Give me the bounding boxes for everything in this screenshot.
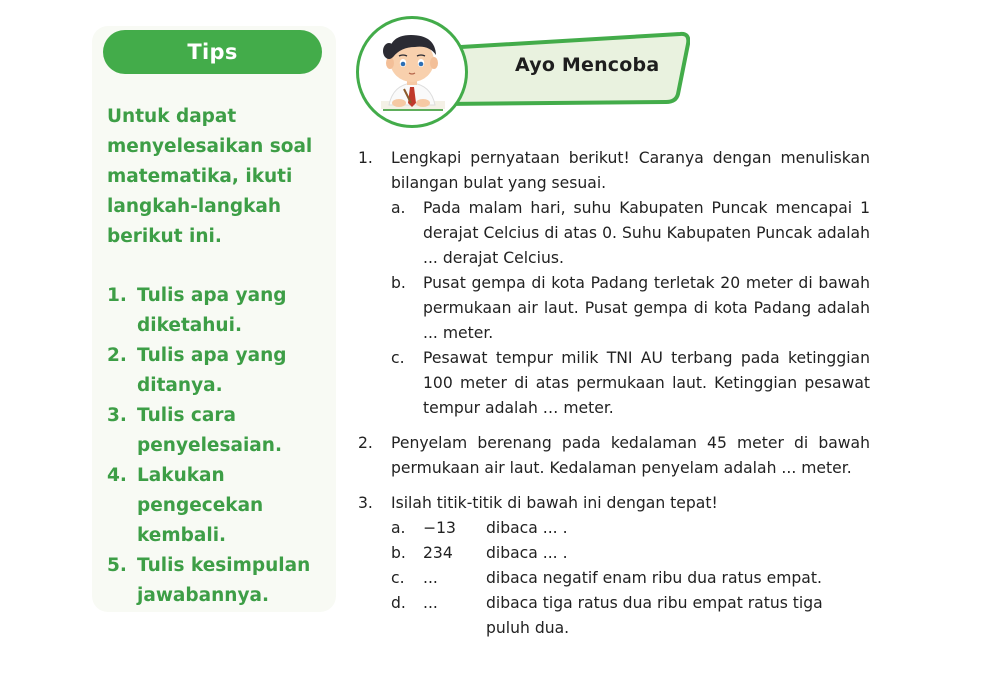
number-reading: dibaca tiga ratus dua ribu empat ratus tiga puluh dua. [486,594,823,637]
row-letter: a. [391,519,406,537]
number-reading: dibaca ... . [486,519,568,537]
step-number: 4. [107,465,127,486]
sub-question [391,271,870,346]
tips-intro: Untuk dapat menyelesaikan soal matematika, ikuti langkah-langkah berikut ini. [107,106,313,247]
mascot-avatar [356,16,468,128]
number-reading-row [391,591,870,641]
question-text: Lengkapi pernyataan berikut! Caranya dengan menuliskan bilangan bulat yang sesuai. [391,149,870,192]
number-reading-row [391,566,870,591]
number-value: ... [423,569,438,587]
sub-question-text: Pusat gempa di kota Padang terletak 20 meter di bawah permukaan air laut. Pusat gempa di kota Padang adalah ... meter. [423,274,870,342]
tips-header-label: Tips [187,40,238,64]
step-text: Tulis apa yang diketahui. [137,285,287,336]
number-reading: dibaca ... . [486,544,568,562]
step-text: Tulis kesimpulan jawabannya. [137,555,311,606]
row-letter: d. [391,594,406,612]
step-number: 2. [107,345,127,366]
step-text: Tulis apa yang ditanya. [137,345,287,396]
number-reading-row [391,516,870,541]
question-3 [358,491,870,641]
student-writing-icon [359,19,465,125]
tips-step [107,551,337,611]
step-number: 1. [107,285,127,306]
question-2 [358,431,870,481]
question-number: 2. [358,434,373,452]
sub-question-text: Pada malam hari, suhu Kabupaten Puncak mencapai 1 derajat Celcius di atas 0. Suhu Kabupaten Puncak adalah ... derajat Celcius. [423,199,870,267]
sub-question-letter: c. [391,349,405,367]
number-value: 234 [423,544,453,562]
question-number: 3. [358,494,373,512]
question-text: Isilah titik-titik di bawah ini dengan tepat! [391,494,718,512]
sub-question-letter: b. [391,274,406,292]
number-reading: dibaca negatif enam ribu dua ratus empat. [486,569,822,587]
number-value: −13 [423,519,456,537]
row-letter: b. [391,544,406,562]
number-reading-row [391,541,870,566]
tips-header [103,30,322,74]
row-letter: c. [391,569,405,587]
sub-question [391,196,870,271]
exercise-list [358,146,870,651]
tips-step [107,341,337,401]
step-number: 5. [107,555,127,576]
step-text: Tulis cara penyelesaian. [137,405,282,456]
tips-steps-list [107,281,337,611]
step-text: Lakukan pengecekan kembali. [137,465,264,546]
tips-step [107,461,337,551]
question-1 [358,146,870,421]
section-title: Ayo Mencoba [515,54,660,76]
question-number: 1. [358,149,373,167]
tips-step [107,401,337,461]
sub-question-letter: a. [391,199,406,217]
number-value: ... [423,594,438,612]
step-number: 3. [107,405,127,426]
section-banner [440,30,690,106]
sub-question [391,346,870,421]
sub-question-text: Pesawat tempur milik TNI AU terbang pada ketinggian 100 meter di atas permukaan laut. Ketinggian pesawat tempur adalah … meter. [423,349,870,417]
tips-step [107,281,337,341]
question-text: Penyelam berenang pada kedalaman 45 meter di bawah permukaan air laut. Kedalaman penyelam adalah ... meter. [391,434,870,477]
